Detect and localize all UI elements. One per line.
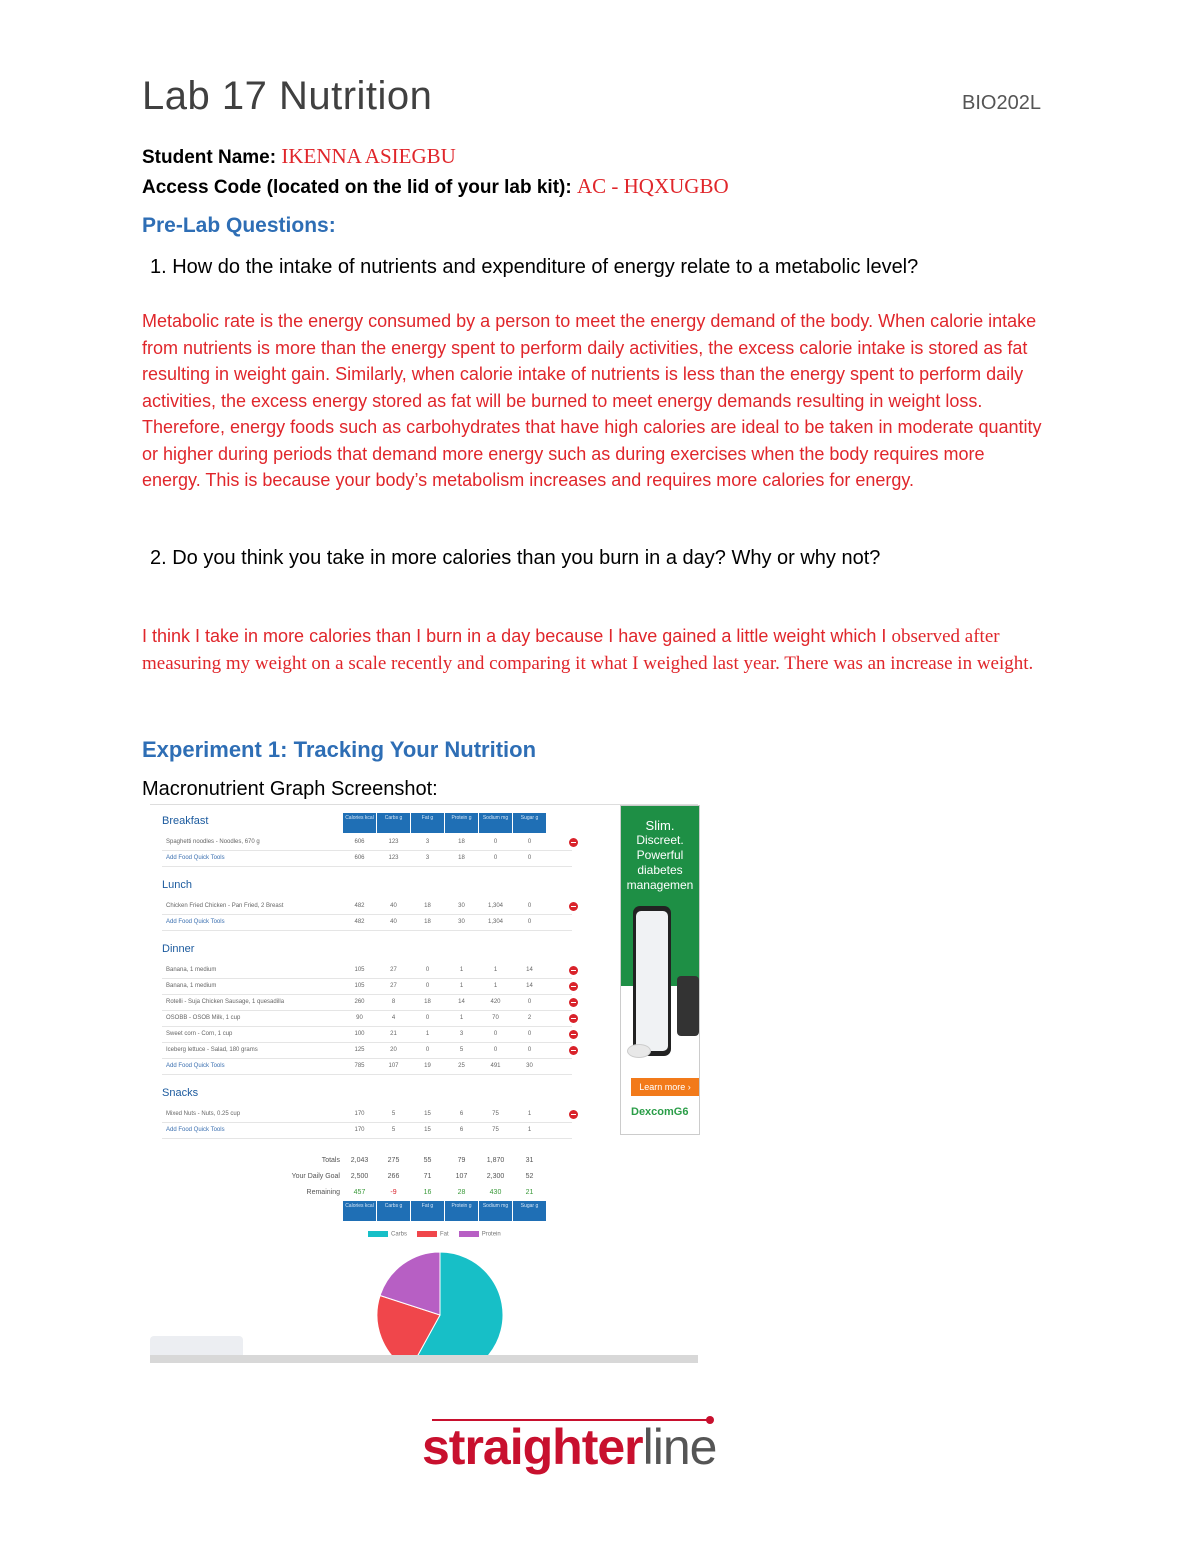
legend-item [368,1231,407,1238]
nutrient-value: 0 [425,983,430,989]
nutrient-value: 30 [526,1063,533,1069]
nutrient-value: 25 [458,1063,465,1069]
meal-section-title: Breakfast [162,815,209,827]
nutrient-value: 5 [391,1111,396,1117]
nutrient-value: 21 [390,1031,397,1037]
add-food-link[interactable]: Add Food Quick Tools [166,855,225,861]
legend-label: Fat [440,1231,449,1238]
nutrient-value: 75 [492,1127,499,1133]
nutrient-value: 40 [390,919,397,925]
nutrient-value: 125 [354,1047,365,1053]
access-code-label: Access Code (located on the lid of your lab kit): [142,177,572,198]
nutrient-value: 107 [388,1063,399,1069]
column-header: Calories kcal [343,813,376,833]
totals-label: Totals [321,1157,340,1164]
nutrient-value: 5 [391,1127,396,1133]
nutrient-value: 100 [354,1031,365,1037]
ad-line-5: managemen [626,878,694,892]
nutrient-value: 0 [527,855,532,861]
chart-legend [368,1231,501,1238]
food-name: Sweet corn - Corn, 1 cup [166,1031,233,1037]
answer-2-part-1: I think I take in more calories than I burn in a day because I have gained a little weight which I [142,626,887,646]
nutrient-value: 170 [354,1127,365,1133]
nutrient-value: 606 [354,855,365,861]
food-row [162,1107,572,1123]
totals-value: 1,870 [486,1157,505,1164]
totals-row [250,1153,570,1169]
totals-value: 2,300 [486,1173,505,1180]
nutrient-value: 14 [526,983,533,989]
column-footer: Sodium mg [479,1201,512,1221]
answer-2 [142,623,1042,677]
totals-value: 52 [525,1173,534,1180]
column-footer: Fat g [411,1201,444,1221]
food-name: OSOBB - OSOB Milk, 1 cup [166,1015,241,1021]
question-2: 2. Do you think you take in more calories than you burn in a day? Why or why not? [150,547,881,569]
nutrient-value: 18 [458,855,465,861]
ad-line-3: Powerful [636,848,684,862]
sensor-icon [627,1044,651,1058]
nutrient-value: 491 [490,1063,501,1069]
ad-brand: DexcomG6 [631,1106,689,1118]
nutrient-value: 3 [425,855,430,861]
nutrient-value: 0 [425,967,430,973]
nutrition-screenshot [150,804,698,1363]
nutrient-value: 3 [459,1031,464,1037]
nutrient-value: 30 [458,919,465,925]
totals-value: 107 [455,1173,468,1180]
nutrient-value: 123 [388,855,399,861]
remove-food-icon[interactable] [569,1030,578,1039]
nutrient-value: 1 [459,967,464,973]
legend-item [459,1231,501,1238]
add-food-row[interactable] [162,851,572,867]
nutrient-value: 8 [391,999,396,1005]
totals-row [250,1185,570,1201]
nutrient-value: 0 [493,839,498,845]
remove-food-icon[interactable] [569,838,578,847]
nutrient-value: 1,304 [487,903,503,909]
food-name: Iceberg lettuce - Salad, 180 grams [166,1047,258,1053]
add-food-row[interactable] [162,1123,572,1139]
nutrient-value: 18 [458,839,465,845]
nutrient-value: 70 [492,1015,499,1021]
watch-icon [677,976,699,1036]
nutrient-value: 19 [424,1063,431,1069]
logo-part-1: straighter [422,1419,643,1475]
access-code-line [142,174,729,199]
nutrient-value: 420 [490,999,501,1005]
nutrient-value: 260 [354,999,365,1005]
access-code-value: AC - HQXUGBO [576,174,729,198]
nutrient-value: 0 [425,1015,430,1021]
totals-value: 430 [489,1189,502,1196]
remove-food-icon[interactable] [569,966,578,975]
answer-2-part-2: observed after measuring my weight on a scale recently and comparing it what I weighed last year. There was an increase in weight. [142,626,1034,674]
totals-value: 266 [387,1173,400,1180]
remove-food-icon[interactable] [569,1014,578,1023]
nutrient-value: 1 [527,1111,532,1117]
totals-value: 16 [423,1189,432,1196]
nutrient-value: 30 [458,903,465,909]
meal-section-title: Lunch [162,879,192,891]
nutrient-value: 0 [527,999,532,1005]
experiment-heading: Experiment 1: Tracking Your Nutrition [142,737,537,762]
food-row [162,1011,572,1027]
nutrient-value: 6 [459,1127,464,1133]
nutrient-value: 0 [527,903,532,909]
totals-value: 71 [423,1173,432,1180]
food-name: Spaghetti noodles - Noodles, 670 g [166,839,260,845]
legend-label: Protein [481,1231,501,1238]
food-name: Rotelli - Suja Chicken Sausage, 1 quesadilla [166,999,285,1005]
totals-value: -9 [390,1189,397,1196]
nutrient-value: 482 [354,919,365,925]
nutrient-value: 14 [458,999,465,1005]
nutrient-value: 5 [459,1047,464,1053]
nutrient-value: 6 [459,1111,464,1117]
nutrient-value: 4 [391,1015,396,1021]
nutrient-value: 1 [425,1031,430,1037]
nutrient-value: 1 [493,983,498,989]
add-food-link[interactable]: Add Food Quick Tools [166,1063,225,1069]
legend-swatch [368,1231,388,1237]
remove-food-icon[interactable] [569,998,578,1007]
totals-value: 2,043 [350,1157,369,1164]
totals-value: 79 [457,1157,466,1164]
student-name-line [142,144,456,169]
legend-item [417,1231,449,1238]
ad-banner[interactable] [620,805,700,1135]
nutrient-value: 1 [493,967,498,973]
food-row [162,979,572,995]
column-header: Protein g [445,813,478,833]
totals-label: Your Daily Goal [291,1173,340,1180]
totals-value: 31 [525,1157,534,1164]
nutrient-value: 2 [527,1015,532,1021]
nutrient-value: 1 [527,1127,532,1133]
nutrient-value: 606 [354,839,365,845]
nutrient-value: 27 [390,983,397,989]
food-name: Chicken Fried Chicken - Pan Fried, 2 Breast [166,903,284,909]
nutrient-value: 0 [527,839,532,845]
nutrient-value: 0 [425,1047,430,1053]
phone-icon [633,906,671,1056]
column-footer: Sugar g [513,1201,546,1221]
add-food-row[interactable] [162,915,572,931]
legend-swatch [417,1231,437,1237]
nutrient-value: 785 [354,1063,365,1069]
totals-label: Remaining [306,1189,340,1196]
add-food-row[interactable] [162,1059,572,1075]
column-header: Carbs g [377,813,410,833]
screenshot-taskbar [150,1355,698,1363]
nutrient-value: 75 [492,1111,499,1117]
totals-value: 28 [457,1189,466,1196]
nutrient-value: 27 [390,967,397,973]
totals-value: 457 [353,1189,366,1196]
legend-label: Carbs [391,1231,408,1238]
nutrient-value: 123 [388,839,399,845]
column-header: Sodium mg [479,813,512,833]
remove-food-icon[interactable] [569,982,578,991]
ad-line-2: Discreet. [636,833,684,847]
nutrient-value: 105 [354,967,365,973]
food-name: Mixed Nuts - Nuts, 0.25 cup [166,1111,241,1117]
prelab-heading: Pre-Lab Questions: [142,214,336,237]
meal-section-title: Snacks [162,1087,199,1099]
answer-1: Metabolic rate is the energy consumed by a person to meet the energy demand of the body. When calorie intake from nutrients is more than the energy spent to perform daily activities, the excess calorie intake is stored as fat resulting in weight gain. Similarly, when calorie intake of nutrients is less than the energy spent to perform daily activities, the excess energy stored as fat will be burned to meet energy demands resulting in weight loss. Therefore, energy foods such as carbohydrates that have high calories are ideal to be taken in moderate quantity or higher during periods that demand more energy such as during exercises when the body requires more energy. This is because your body’s metabolism increases and requires more calories for energy. [142,311,1042,490]
ad-line-1: Slim. [645,818,675,833]
meal-section-title: Dinner [162,943,195,955]
nutrient-value: 0 [493,855,498,861]
totals-value: 275 [387,1157,400,1164]
food-row [162,1027,572,1043]
logo-part-2: line [642,1419,717,1475]
nutrient-value: 1,304 [487,919,503,925]
food-row [162,1043,572,1059]
food-row [162,963,572,979]
nutrient-value: 3 [425,839,430,845]
food-row [162,835,572,851]
nutrient-value: 0 [527,1047,532,1053]
totals-row [250,1169,570,1185]
column-footer: Carbs g [377,1201,410,1221]
legend-swatch [459,1231,479,1237]
food-name: Banana, 1 medium [166,983,217,989]
totals-value: 2,500 [350,1173,369,1180]
nutrient-value: 482 [354,903,365,909]
course-code: BIO202L [962,92,1041,114]
document-title: Lab 17 Nutrition [142,74,433,118]
nutrient-value: 0 [527,1031,532,1037]
totals-value: 21 [525,1189,534,1196]
column-header-row [343,813,546,833]
add-food-link[interactable]: Add Food Quick Tools [166,1127,225,1133]
remove-food-icon[interactable] [569,1110,578,1119]
student-name-label: Student Name: [142,147,277,168]
nutrient-value: 20 [390,1047,397,1053]
nutrient-value: 18 [424,903,431,909]
graph-label: Macronutrient Graph Screenshot: [142,778,438,800]
student-name-value: IKENNA ASIEGBU [281,144,456,168]
straighterline-logo [422,1418,716,1476]
column-footer-row [343,1201,546,1221]
nutrient-value: 0 [493,1031,498,1037]
nutrient-value: 90 [356,1015,363,1021]
nutrient-value: 1 [459,1015,464,1021]
nutrient-value: 105 [354,983,365,989]
nutrient-value: 18 [424,919,431,925]
nutrient-value: 15 [424,1111,431,1117]
totals-value: 55 [423,1157,432,1164]
ad-line-4: diabetes [637,863,683,877]
column-header: Fat g [411,813,444,833]
ad-learn-more-button[interactable]: Learn more › [631,1078,699,1096]
nutrient-value: 0 [493,1047,498,1053]
add-food-link[interactable]: Add Food Quick Tools [166,919,225,925]
nutrient-value: 1 [459,983,464,989]
nutrient-value: 14 [526,967,533,973]
nutrient-value: 15 [424,1127,431,1133]
column-footer: Calories kcal [343,1201,376,1221]
remove-food-icon[interactable] [569,902,578,911]
food-row [162,995,572,1011]
question-1: 1. How do the intake of nutrients and expenditure of energy relate to a metabolic level? [150,256,919,278]
macronutrient-pie-chart [370,1245,510,1363]
remove-food-icon[interactable] [569,1046,578,1055]
nutrient-value: 40 [390,903,397,909]
column-footer: Protein g [445,1201,478,1221]
food-name: Banana, 1 medium [166,967,217,973]
nutrient-value: 170 [354,1111,365,1117]
food-row [162,899,572,915]
nutrient-value: 0 [527,919,532,925]
nutrient-value: 18 [424,999,431,1005]
column-header: Sugar g [513,813,546,833]
